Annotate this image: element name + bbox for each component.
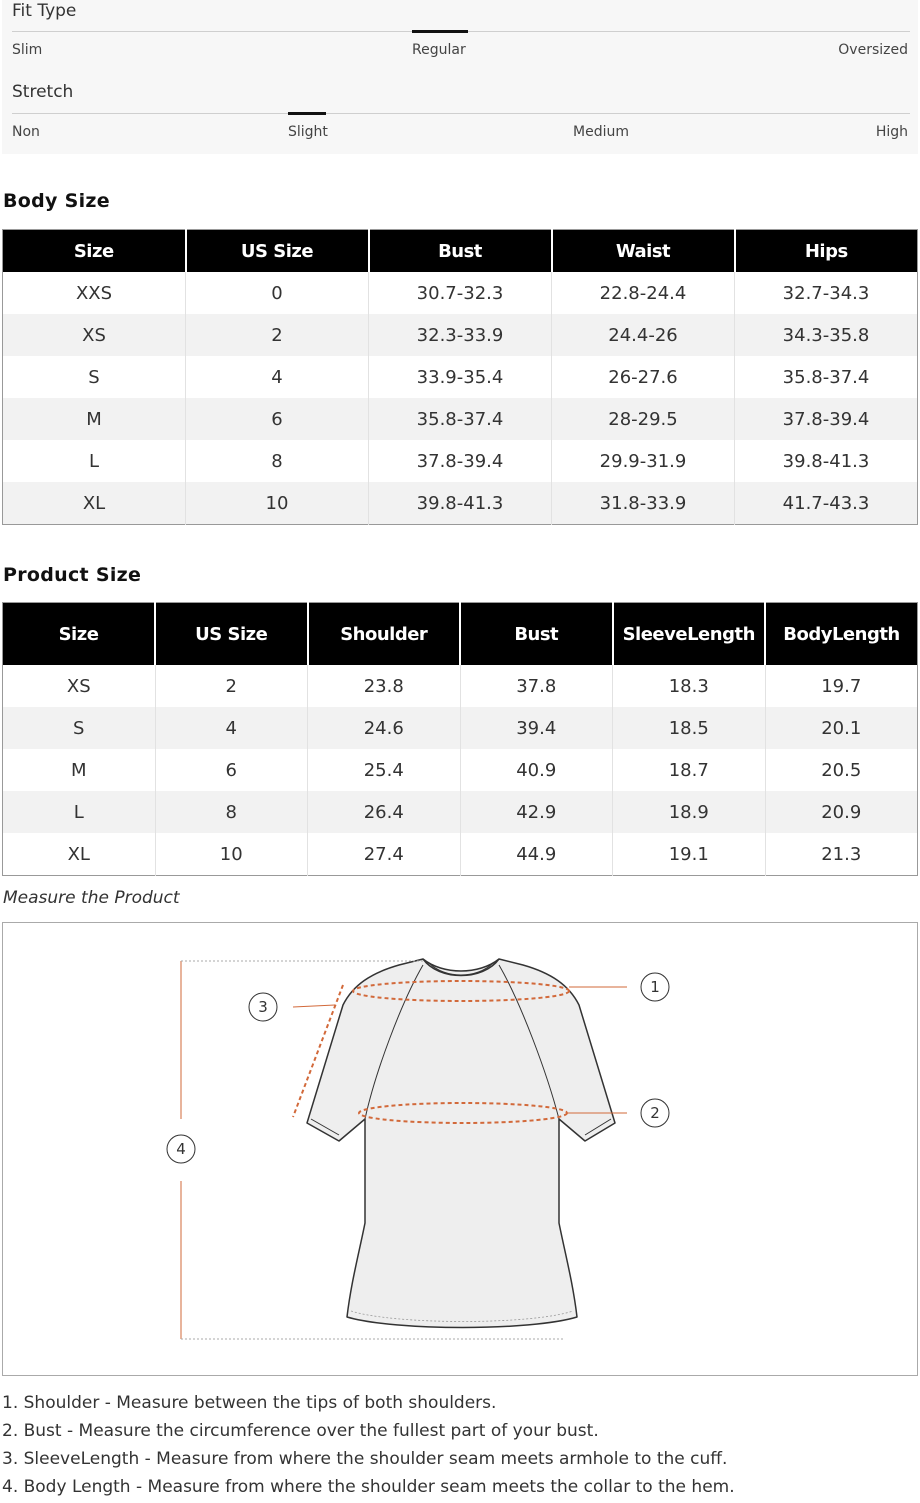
product-size-table [2,602,918,876]
table-cell: 39.4 [460,707,613,749]
table-cell: 18.7 [613,749,766,791]
table-cell: 26.4 [308,791,461,833]
table-cell: 26-27.6 [552,356,735,398]
table-cell: 37.8 [460,665,613,707]
table-cell: 0 [186,272,369,314]
body-size-table [2,229,918,525]
fit-type-indicator [412,30,468,33]
stretch-label: Stretch [12,82,74,102]
table-cell: 18.3 [613,665,766,707]
marker-2: 2 [650,1104,660,1122]
column-header: US Size [155,603,308,666]
table-cell: 18.5 [613,707,766,749]
table-cell: S [3,707,156,749]
table-cell: 37.8-39.4 [735,398,918,440]
table-cell: 31.8-33.9 [552,482,735,525]
table-cell: 18.9 [613,791,766,833]
table-cell: 44.9 [460,833,613,876]
table-cell: 42.9 [460,791,613,833]
table-cell: 22.8-24.4 [552,272,735,314]
tshirt-outline [307,959,615,1328]
body-size-header-row [3,230,918,273]
table-row [3,707,918,749]
table-row [3,356,918,398]
table-cell: 6 [155,749,308,791]
table-row [3,440,918,482]
marker-1: 1 [650,978,660,996]
column-header: BodyLength [765,603,918,666]
column-header: Bust [369,230,552,273]
table-row [3,665,918,707]
table-cell: 33.9-35.4 [369,356,552,398]
stretch-option-non: Non [12,124,40,140]
table-cell: 24.4-26 [552,314,735,356]
column-header: Bust [460,603,613,666]
table-cell: XL [3,482,186,525]
note-sleeve-length: 3. SleeveLength - Measure from where the shoulder seam meets armhole to the cuff. [2,1449,728,1469]
column-header: Size [3,230,186,273]
measurement-notes [2,1391,735,1503]
table-cell: 20.1 [765,707,918,749]
table-cell: 39.8-41.3 [735,440,918,482]
table-cell: XXS [75,282,113,304]
table-row [3,482,918,525]
table-cell: M [3,398,186,440]
table-cell: XS [66,675,91,697]
note-body-length: 4. Body Length - Measure from where the shoulder seam meets the collar to the hem. [2,1477,735,1497]
table-cell: 20.5 [765,749,918,791]
table-cell: 24.6 [308,707,461,749]
table-cell: 4 [186,356,369,398]
table-cell: 2 [186,314,369,356]
fit-option-regular: Regular [412,42,466,58]
tshirt-illustration [3,923,917,1375]
column-header: SleeveLength [613,603,766,666]
fit-option-slim: Slim [12,42,43,58]
stretch-option-slight: Slight [288,124,328,140]
table-cell: 10 [186,482,369,525]
fit-type-label: Fit Type [12,1,77,21]
stretch-indicator [288,112,326,115]
column-header: Hips [735,230,918,273]
measure-caption: Measure the Product [3,888,180,908]
table-cell: S [88,366,100,388]
column-header: Size [3,603,156,666]
table-cell: 32.3-33.9 [369,314,552,356]
marker-3: 3 [258,998,268,1016]
table-cell: 25.4 [308,749,461,791]
table-cell: 2 [155,665,308,707]
measure-diagram [2,922,918,1376]
table-cell: XS [3,314,186,356]
column-header: Shoulder [308,603,461,666]
table-row [3,749,918,791]
table-row [3,833,918,876]
fit-stretch-panel [2,0,918,154]
note-shoulder: 1. Shoulder - Measure between the tips of both shoulders. [2,1393,497,1413]
stretch-option-medium: Medium [573,124,629,140]
table-row [3,314,918,356]
table-cell: 6 [186,398,369,440]
table-cell: 35.8-37.4 [735,356,918,398]
table-cell: M [70,759,87,781]
marker-4: 4 [176,1140,186,1158]
table-cell: 29.9-31.9 [552,440,735,482]
table-row [3,398,918,440]
table-row [3,272,918,314]
column-header: Waist [552,230,735,273]
table-cell: L [88,450,100,472]
table-cell: 21.3 [765,833,918,876]
table-cell: 4 [155,707,308,749]
table-cell: 19.7 [765,665,918,707]
body-size-title: Body Size [3,190,110,212]
table-cell: 32.7-34.3 [735,272,918,314]
fit-option-oversized: Oversized [838,42,908,58]
table-cell: 10 [155,833,308,876]
table-cell: 30.7-32.3 [369,272,552,314]
table-cell: 8 [155,791,308,833]
table-cell: 34.3-35.8 [735,314,918,356]
table-cell: 37.8-39.4 [369,440,552,482]
table-cell: 28-29.5 [552,398,735,440]
table-cell: 35.8-37.4 [369,398,552,440]
column-header: US Size [186,230,369,273]
table-cell: 27.4 [308,833,461,876]
table-cell: 41.7-43.3 [735,482,918,525]
table-cell: 23.8 [308,665,461,707]
table-row [3,791,918,833]
table-cell: 19.1 [613,833,766,876]
table-cell: 8 [186,440,369,482]
product-size-header-row [3,603,918,666]
table-cell: 40.9 [460,749,613,791]
table-cell: XL [67,843,90,865]
table-cell: 20.9 [765,791,918,833]
table-cell: L [3,791,156,833]
stretch-option-high: High [875,124,908,140]
product-size-title: Product Size [3,564,142,586]
table-cell: 39.8-41.3 [369,482,552,525]
note-bust: 2. Bust - Measure the circumference over the fullest part of your bust. [2,1421,599,1441]
stretch-scale-line [12,113,910,114]
